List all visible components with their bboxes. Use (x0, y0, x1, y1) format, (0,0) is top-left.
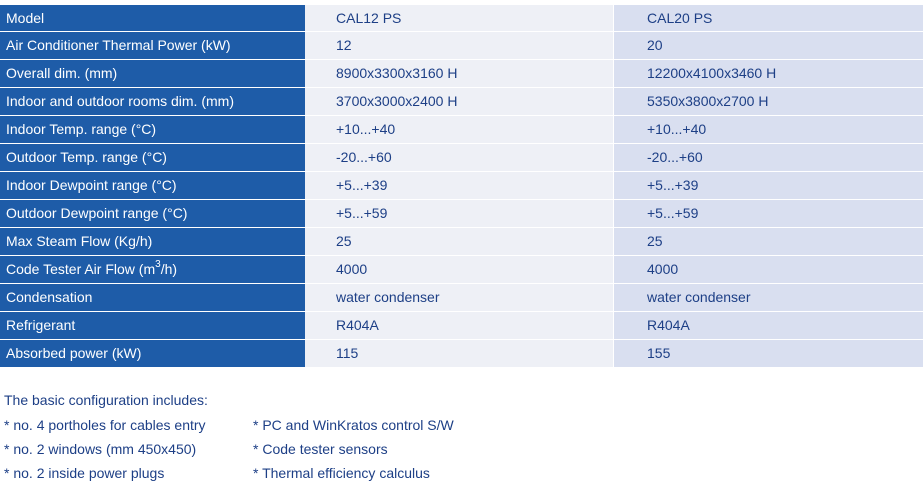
cal20-value: 4000 (613, 256, 923, 284)
table-row (0, 88, 923, 116)
cal12-value: 8900x3300x3160 H (305, 60, 613, 88)
row-label: Indoor Dewpoint range (°C) (0, 172, 305, 200)
cal20-value: 20 (613, 32, 923, 60)
notes-list (4, 413, 553, 485)
cal20-value: 25 (613, 228, 923, 256)
cal20-value: +5...+59 (613, 200, 923, 228)
row-label: Condensation (0, 284, 305, 312)
cal20-value: CAL20 PS (613, 5, 923, 32)
table-row (0, 340, 923, 368)
cal20-value: +5...+39 (613, 172, 923, 200)
row-label: Absorbed power (kW) (0, 340, 305, 368)
superscript: 3 (155, 259, 161, 271)
row-label (0, 256, 305, 284)
label-text: /h) (160, 261, 178, 277)
cal20-value: R404A (613, 312, 923, 340)
cal12-value: +5...+39 (305, 172, 613, 200)
cal20-value: 155 (613, 340, 923, 368)
cal12-value: 115 (305, 340, 613, 368)
table-row (0, 60, 923, 88)
table-row (0, 228, 923, 256)
table-row (0, 200, 923, 228)
list-item: * no. 2 inside power plugs (4, 465, 165, 481)
cal20-value: water condenser (613, 284, 923, 312)
row-label: Indoor Temp. range (°C) (0, 116, 305, 144)
label-text: Code Tester Air Flow (m (6, 261, 156, 277)
cal12-value: water condenser (305, 284, 613, 312)
cal12-value: 25 (305, 228, 613, 256)
cal20-value: 12200x4100x3460 H (613, 60, 923, 88)
cal20-value: -20...+60 (613, 144, 923, 172)
row-label: Max Steam Flow (Kg/h) (0, 228, 305, 256)
list-item: * Thermal efficiency calculus (253, 465, 430, 481)
specs-table (0, 5, 923, 368)
notes-intro: The basic configuration includes: (4, 392, 208, 408)
table-row (0, 312, 923, 340)
row-label: Overall dim. (mm) (0, 60, 305, 88)
list-item: * no. 2 windows (mm 450x450) (4, 441, 197, 457)
cal12-value: R404A (305, 312, 613, 340)
table-row (0, 284, 923, 312)
list-item: * Code tester sensors (253, 441, 388, 457)
table-row (0, 256, 923, 284)
table-row (0, 32, 923, 60)
row-label: Refrigerant (0, 312, 305, 340)
table-row (0, 144, 923, 172)
cal12-value: 3700x3000x2400 H (305, 88, 613, 116)
row-label: Indoor and outdoor rooms dim. (mm) (0, 88, 305, 116)
cal20-value: 5350x3800x2700 H (613, 88, 923, 116)
list-item: * no. 4 portholes for cables entry (4, 417, 206, 433)
cal12-value: 4000 (305, 256, 613, 284)
row-label: Outdoor Temp. range (°C) (0, 144, 305, 172)
row-label: Outdoor Dewpoint range (°C) (0, 200, 305, 228)
cal12-value: -20...+60 (305, 144, 613, 172)
row-label: Model (0, 5, 305, 32)
cal12-value: +10...+40 (305, 116, 613, 144)
configuration-notes (4, 388, 553, 485)
table-row (0, 116, 923, 144)
list-item: * PC and WinKratos control S/W (253, 417, 454, 433)
cal12-value: CAL12 PS (305, 5, 613, 32)
table-row (0, 172, 923, 200)
row-label: Air Conditioner Thermal Power (kW) (0, 32, 305, 60)
cal20-value: +10...+40 (613, 116, 923, 144)
cal12-value: +5...+59 (305, 200, 613, 228)
cal12-value: 12 (305, 32, 613, 60)
table-row (0, 5, 923, 32)
